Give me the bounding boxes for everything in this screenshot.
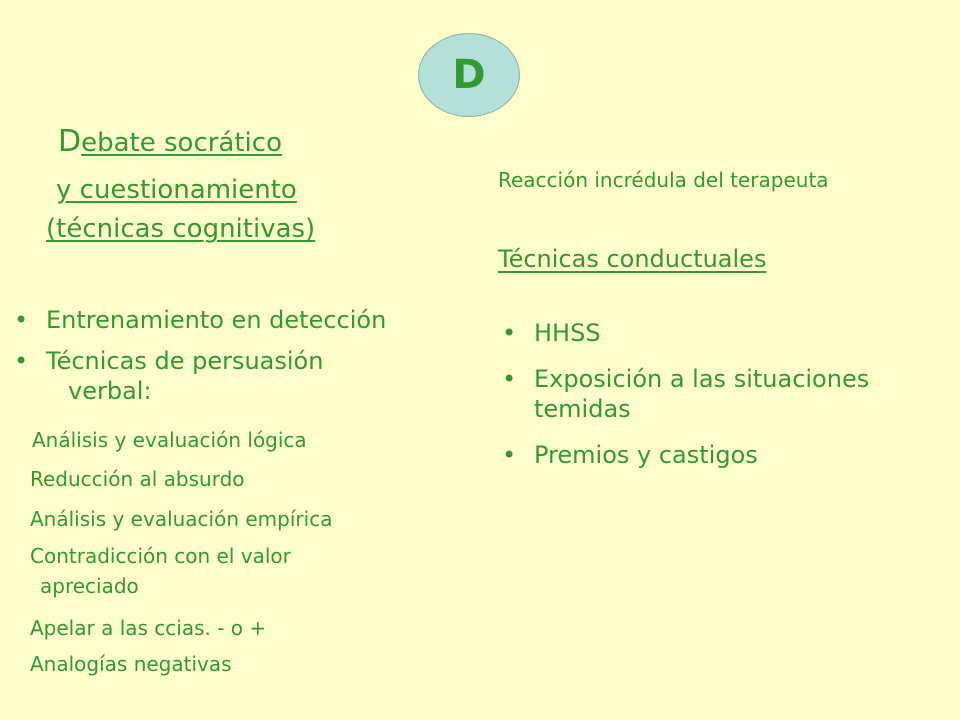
left-bullet-2 <box>14 346 474 410</box>
right-bullet-2-text: Exposición a las situaciones <box>534 365 870 393</box>
subitem-6: Analogías negativas <box>30 652 232 676</box>
subitem-5: Apelar a las ccias. - o + <box>30 616 267 640</box>
subitem-4-cont: apreciado <box>40 574 139 598</box>
bullet-dot: • <box>502 319 517 347</box>
subitem-4: Contradicción con el valor <box>30 544 291 568</box>
left-bullet-1-text: Entrenamiento en detección <box>46 306 387 334</box>
right-bullet-2 <box>502 364 942 428</box>
left-bullet-2-text: Técnicas de persuasión <box>46 347 324 375</box>
right-bullet-2-text-cont: temidas <box>534 395 631 423</box>
subitem-3: Análisis y evaluación empírica <box>30 507 333 531</box>
left-heading-line3: (técnicas cognitivas) <box>46 214 316 244</box>
section-badge <box>418 33 520 117</box>
right-heading: Técnicas conductuales <box>498 245 767 273</box>
right-bullet-1 <box>502 318 942 348</box>
left-heading-line1-rest: ebate socrático <box>81 128 282 158</box>
right-bullet-3-text: Premios y castigos <box>534 441 758 469</box>
bullet-dot: • <box>502 441 517 469</box>
left-heading-line2: y cuestionamiento <box>56 175 297 205</box>
right-bullet-3 <box>502 440 942 470</box>
badge-letter: D <box>452 52 486 98</box>
subitem-2: Reducción al absurdo <box>30 467 245 491</box>
bullet-dot: • <box>502 365 517 393</box>
bullet-dot: • <box>14 347 29 375</box>
subitem-1: Análisis y evaluación lógica <box>32 428 307 452</box>
left-heading-initial: D <box>58 124 82 159</box>
left-bullet-2-text-cont: verbal: <box>68 377 152 405</box>
bullet-dot: • <box>14 306 29 334</box>
right-bullet-1-text: HHSS <box>534 319 601 347</box>
left-bullet-1 <box>14 305 474 335</box>
left-heading-line1 <box>58 125 282 160</box>
reaction-text: Reacción incrédula del terapeuta <box>498 168 829 192</box>
